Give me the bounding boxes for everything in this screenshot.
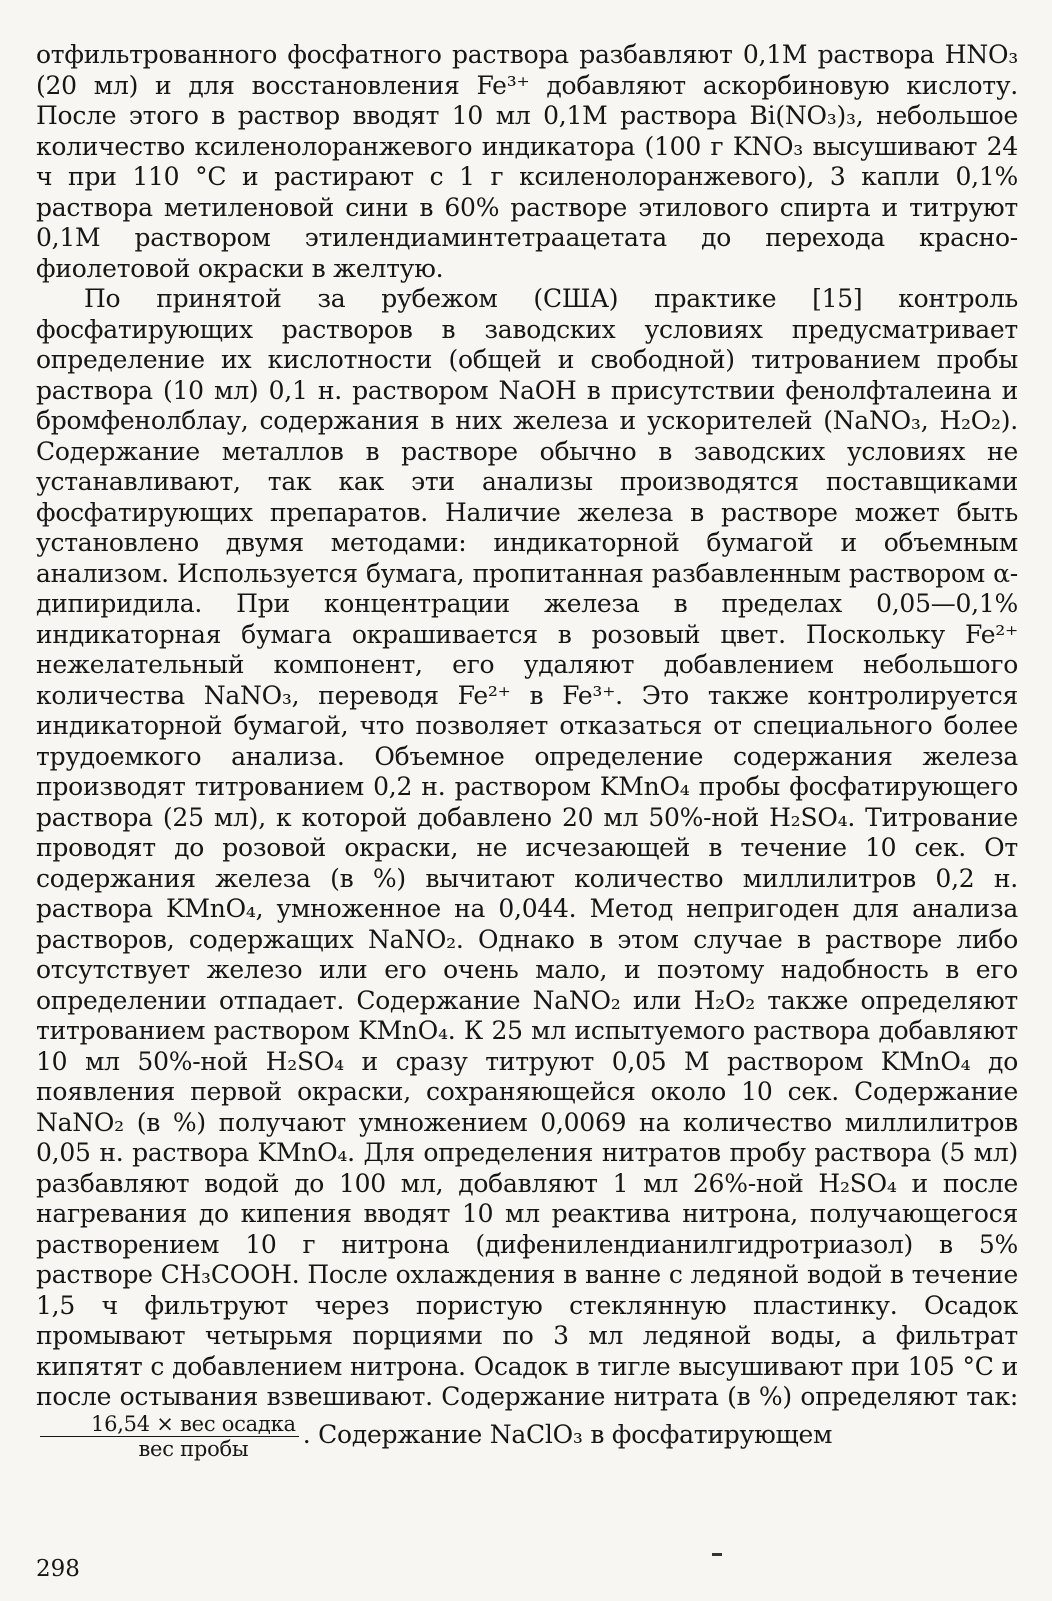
- formula-denominator: вес пробы: [138, 1436, 249, 1461]
- page-number: 298: [36, 1556, 80, 1582]
- body-text: [36, 40, 1018, 1460]
- paragraph-main-text: По принятой за рубежом (США) практике [15] контроль фосфатирующих растворов в заводских условиях предусматривает определение их кислотности (общей и свободной) титрованием пробы раствора (10 мл) 0,1 н. раствором NaOH в присутствии фенолфталеина и бромфенолблау, содержания в них железа и ускорителей (NaNO₃, H₂O₂). Содержание металлов в растворе обычно в заводских условиях не устанавливают, так как эти анализы производятся поставщиками фосфатирующих препаратов. Наличие железа в растворе может быть установлено двумя методами: индикаторной бумагой и объемным анализом. Используется бумага, пропитанная разбавленным раствором α-дипиридила. При концентрации железа в пределах 0,05—0,1% индикаторная бумага окрашивается в розовый цвет. Поскольку Fe²⁺ нежелательный компонент, его удаляют добавлением небольшого количества NaNO₃, переводя Fe²⁺ в Fe³⁺. Это также контролируется индикаторной бумагой, что позволяет отказаться от специального более трудоемкого анализа. Объемное определение содержания железа производят титрованием 0,2 н. раствором KMnO₄ пробы фосфатирующего раствора (25 мл), к которой добавлено 20 мл 50%-ной H₂SO₄. Титрование проводят до розовой окраски, не исчезающей в течение 10 сек. От содержания железа (в %) вычитают количество миллилитров 0,2 н. раствора KMnO₄, умноженное на 0,044. Метод непригоден для анализа растворов, содержащих NaNO₂. Однако в этом случае в растворе либо отсутствует железо или его очень мало, и поэтому надобность в его определении отпадает. Содержание NaNO₂ или H₂O₂ также определяют титрованием раствором KMnO₄. К 25 мл испытуемого раствора добавляют 10 мл 50%-ной H₂SO₄ и сразу титруют 0,05 М раствором KMnO₄ до появления первой окраски, сохраняющейся около 10 сек. Содержание NaNO₂ (в %) получают умножением 0,0069 на количество миллилитров 0,05 н. раствора KMnO₄. Для определения нитратов пробу раствора (5 мл) разбавляют водой до 100 мл, добавляют 1 мл 26%-ной H₂SO₄ и после нагревания до кипения вводят 10 мл реактива нитрона, получающегося растворением 10 г нитрона (дифенилендианилгидротриазол) в 5% растворе CH₃COOH. После охлаждения в ванне с ледяной водой в течение 1,5 ч фильтруют через пористую стеклянную пластинку. Осадок промывают четырьмя порциями по 3 мл ледяной воды, а фильтрат кипятят с добавлением нитрона. Осадок в тигле высушивают при 105 °C и после остывания взвешивают. Содержание нитрата (в %) определяют так:: [36, 284, 1018, 1411]
- print-mark: [712, 1553, 722, 1556]
- paragraph-continuation: отфильтрованного фосфатного раствора разбавляют 0,1М раствора HNO₃ (20 мл) и для восстановления Fe³⁺ добавляют аскорбиновую кислоту. После этого в раствор вводят 10 мл 0,1М раствора Bi(NO₃)₃, небольшое количество ксиленолоранжевого индикатора (100 г KNO₃ высушивают 24 ч при 110 °C и растирают с 1 г ксиленолоранжевого), 3 капли 0,1% раствора метиленовой сини в 60% растворе этилового спирта и титруют 0,1М раствором этилендиаминтетраацетата до перехода красно-фиолетовой окраски в желтую.: [36, 40, 1018, 283]
- closing-text: . Содержание NaClO₃ в фосфатирующем: [302, 1419, 833, 1449]
- nitrate-formula: [40, 1413, 299, 1460]
- formula-numerator: 16,54 × вес осадка: [40, 1413, 299, 1437]
- paragraph-main: [36, 284, 1018, 1460]
